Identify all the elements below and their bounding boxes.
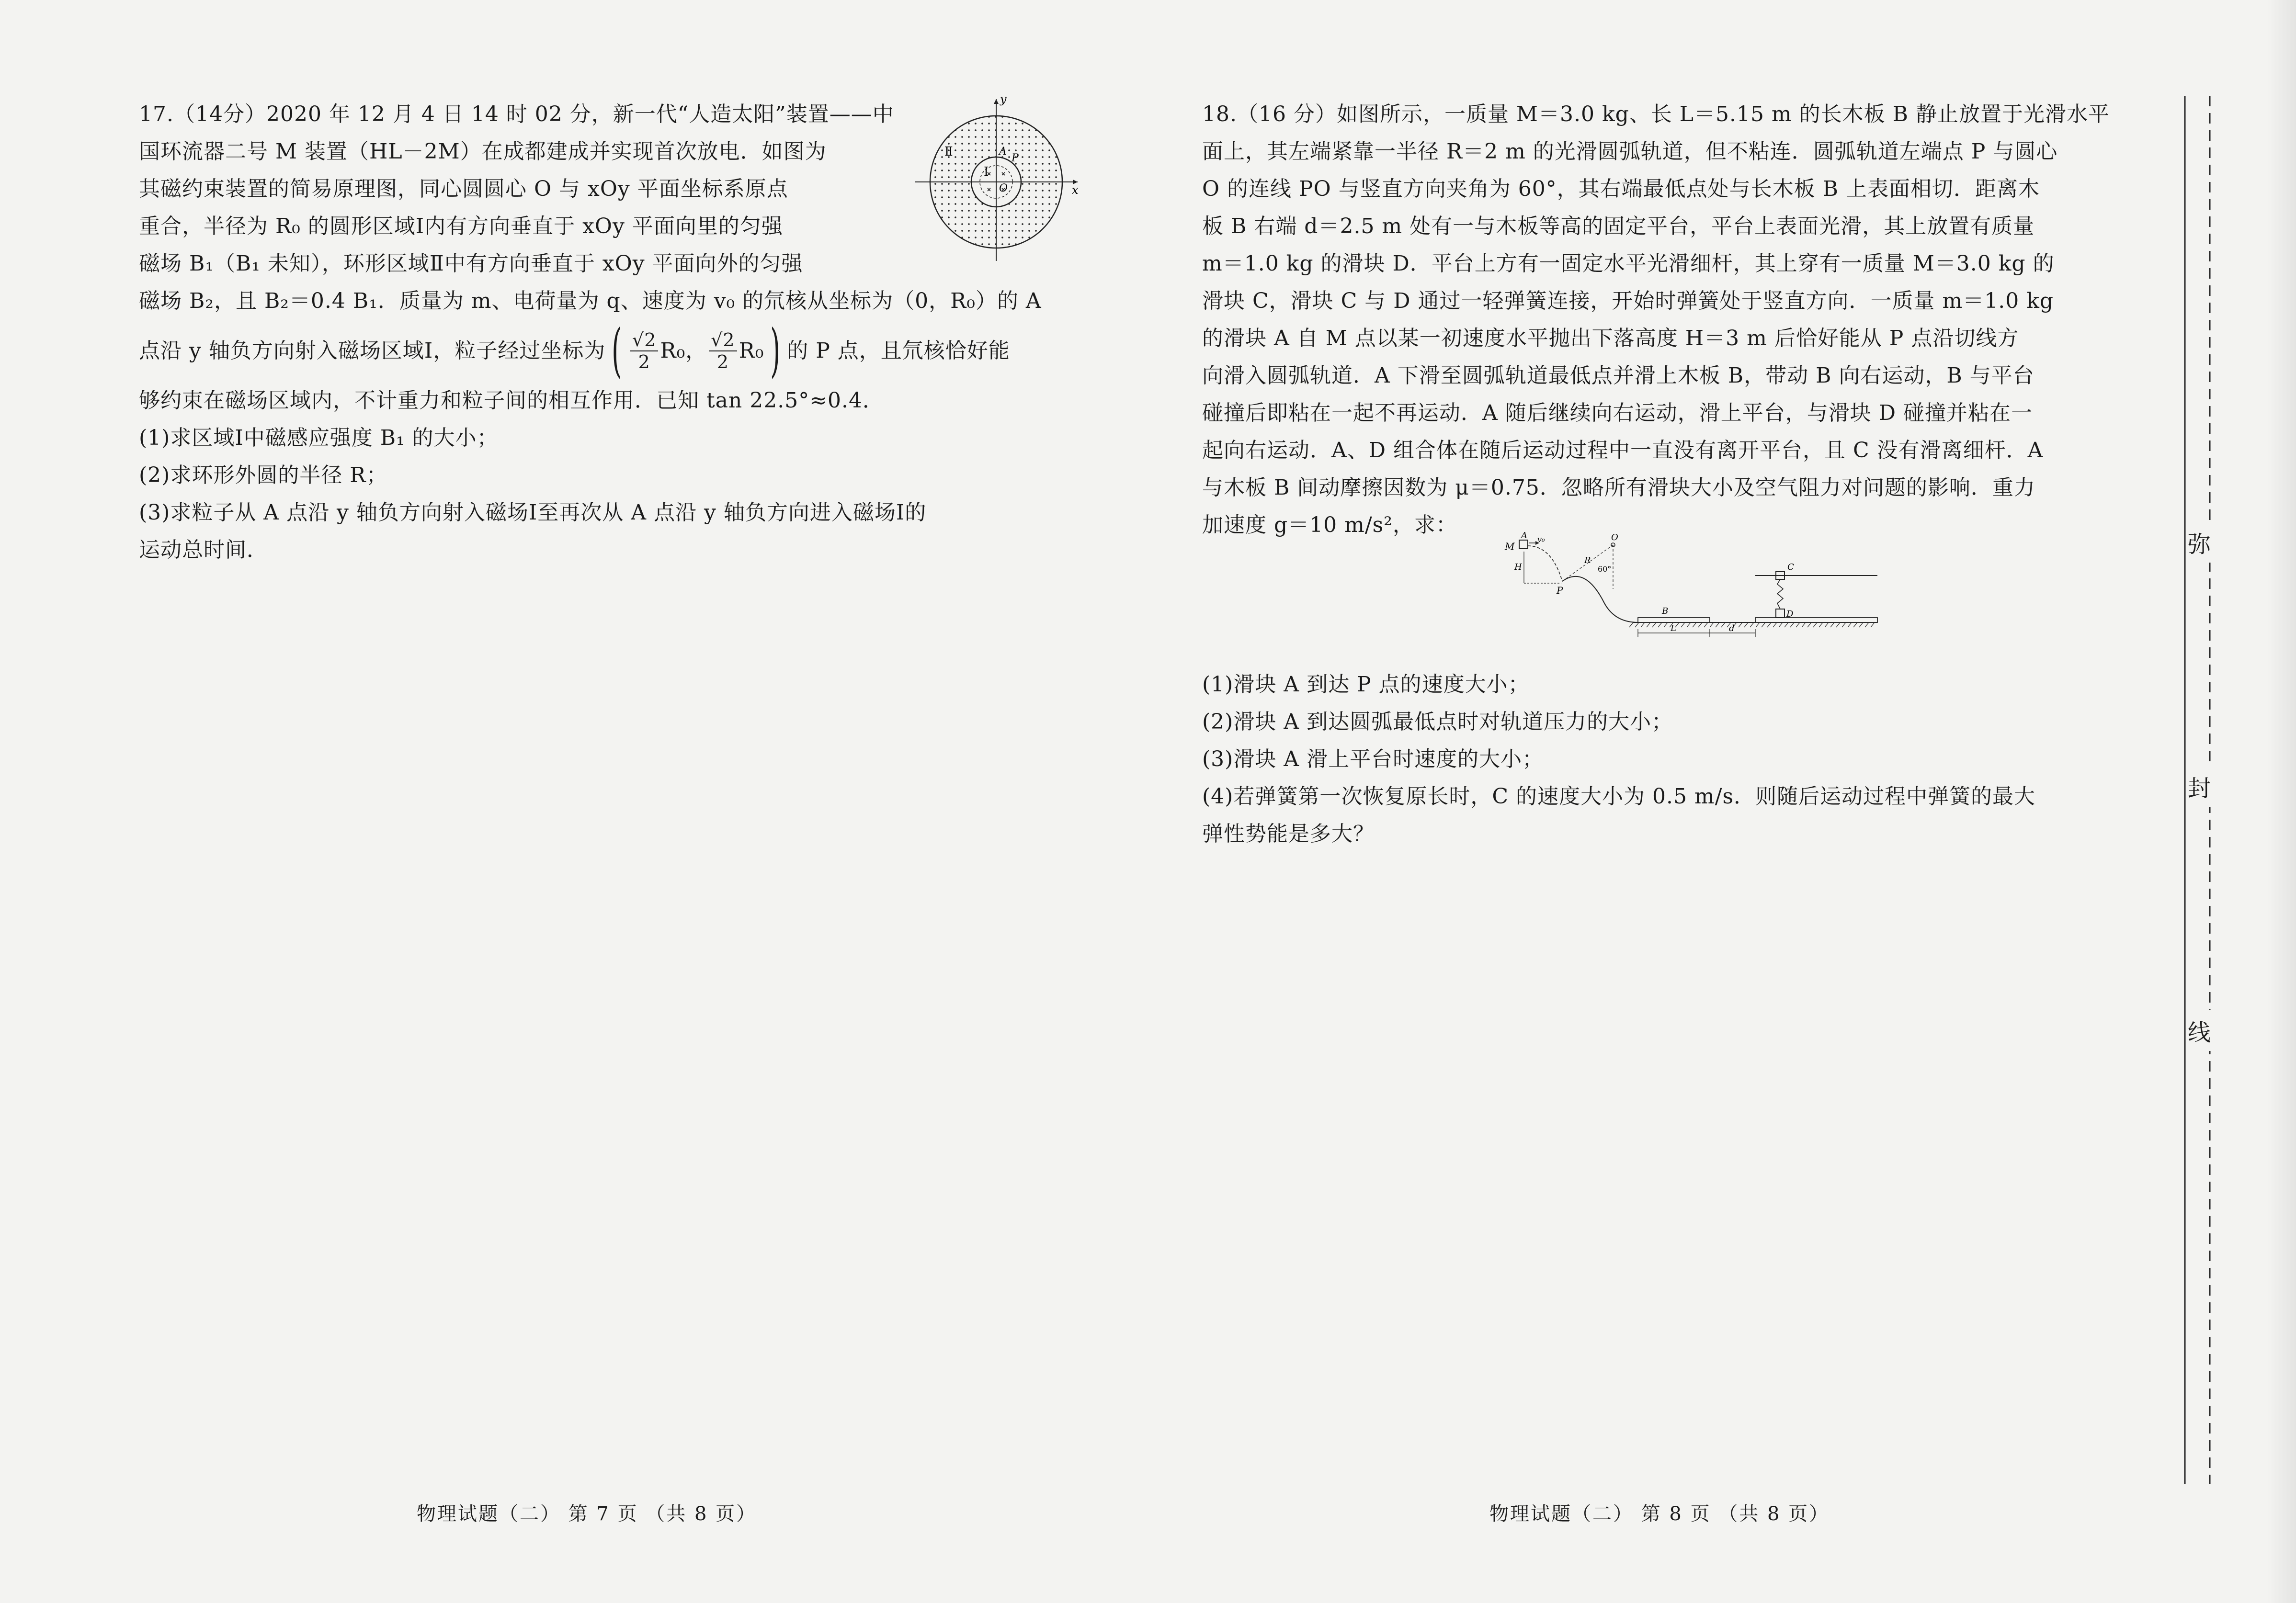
point-p-label: P (1012, 152, 1019, 164)
origin-label: O (999, 182, 1008, 194)
spring (1777, 579, 1783, 609)
q17-frac-suffix: 的 P 点，且氘核恰好能 (787, 339, 1010, 363)
q17-line-8: 够约束在磁场区域内，不计重力和粒子间的相互作用．已知 tan 22.5°≈0.4． (139, 388, 885, 413)
fraction-2-numerator: √2 (709, 329, 737, 351)
footer-page-7: 物理试题（二） 第 7 页 （共 8 页） (417, 1503, 757, 1525)
page-edge-shade (2267, 0, 2296, 1603)
q18-sub-5: 弹性势能是多大？ (1202, 822, 1375, 846)
q17-line-7 (139, 317, 1082, 384)
label-m: M (1505, 541, 1515, 552)
question-18 (1202, 96, 2146, 853)
fraction-1-numerator: √2 (630, 329, 658, 351)
right-paren: ) (770, 317, 781, 384)
fraction-1 (630, 329, 658, 373)
q18-line-11: 与木板 B 间动摩擦因数为 μ＝0.75．忽略所有滑块大小及空气阻力对问题的影响．重力 (1202, 475, 2035, 500)
fraction-1-denominator: 2 (638, 351, 650, 373)
fraction-2-r: R₀ (739, 339, 764, 363)
q18-sub-4: (4)若弹簧第一次恢复原长时，C 的速度大小为 0.5 m/s．则随后运动过程中弹簧的最大 (1202, 784, 2036, 809)
footer-page-8: 物理试题（二） 第 8 页 （共 8 页） (1489, 1503, 1830, 1525)
board-b (1638, 618, 1710, 622)
q18-line-1: 18.（16 分）如图所示，一质量 M＝3.0 kg、长 L＝5.15 m 的长木板 B 静止放置于光滑水平 (1202, 102, 2110, 126)
magnetic-field-diagram (905, 93, 1087, 266)
y-axis-arrow-icon (994, 99, 999, 104)
q18-sub-3: (3)滑块 A 滑上平台时速度的大小； (1202, 747, 1544, 771)
q18-line-7: 的滑块 A 自 M 点以某一初速度水平抛出下落高度 H＝3 m 后恰好能从 P 点沿切线方 (1202, 326, 2019, 350)
q18-line-9: 碰撞后即粘在一起不再运动．A 随后继续向右运动，滑上平台，与滑块 D 碰撞并粘在一 (1202, 401, 2033, 425)
q18-line-10: 起向右运动．A、D 组合体在随后运动过程中一直没有离开平台，且 C 没有滑离细杆．A (1202, 438, 2044, 463)
track-diagram (1489, 531, 1887, 642)
region-2-label: Ⅱ (944, 145, 953, 159)
q17-line-3: 其磁约束装置的简易原理图，同心圆圆心 O 与 xOy 平面坐标系原点 (139, 177, 788, 201)
block-d-icon (1776, 609, 1785, 618)
label-c: C (1787, 562, 1794, 572)
label-r: R (1584, 555, 1591, 565)
left-paren: ( (612, 317, 622, 384)
label-b: B (1662, 606, 1669, 616)
label-60: 60° (1598, 564, 1612, 574)
label-d: d (1729, 623, 1735, 633)
q17-line-2: 国环流器二号 M 装置（HL－2M）在成都建成并实现首次放电．如图为 (139, 139, 827, 164)
q17-line-1: 17.（14分）2020 年 12 月 4 日 14 时 02 分，新一代“人造太阳”装置——中 (139, 102, 894, 126)
label-h: H (1514, 562, 1522, 572)
q18-line-6: 滑块 C，滑块 C 与 D 通过一轻弹簧连接，开始时弹簧处于竖直方向．一质量 m＝1.0 kg (1202, 289, 2054, 313)
q18-sub-1: (1)滑块 A 到达 P 点的速度大小； (1202, 672, 1530, 697)
projectile-path (1528, 546, 1562, 581)
label-o: O (1611, 532, 1618, 542)
binding-char-1: 弥 (2188, 522, 2211, 563)
q18-line-12: 加速度 g＝10 m/s²，求： (1202, 513, 1457, 537)
binding-char-2: 封 (2188, 766, 2211, 807)
label-p: P (1557, 585, 1563, 596)
label-l: L (1671, 623, 1676, 633)
q17-sub-1: (1)求区域Ⅰ中磁感应强度 B₁ 的大小； (139, 426, 499, 450)
q18-line-8: 向滑入圆弧轨道．A 下滑至圆弧轨道最低点并滑上木板 B，带动 B 向右运动，B 与平台 (1202, 363, 2035, 388)
q18-sub-2: (2)滑块 A 到达圆弧最低点时对轨道压力的大小； (1202, 710, 1673, 734)
arc-track (1562, 576, 1638, 622)
q17-frac-prefix: 点沿 y 轴负方向射入磁场区域Ⅰ，粒子经过坐标为 (139, 339, 606, 363)
label-d-block: D (1786, 609, 1794, 619)
fraction-2-denominator: 2 (716, 351, 729, 373)
q17-line-4: 重合，半径为 R₀ 的圆形区域Ⅰ内有方向垂直于 xOy 平面向里的匀强 (139, 214, 783, 238)
binding-strip (2174, 96, 2227, 1484)
y-axis-label: y (1000, 93, 1007, 106)
label-v0: v₀ (1537, 535, 1545, 544)
q17-sub-2: (2)求环形外圆的半径 R； (139, 463, 388, 487)
q18-line-3: O 的连线 PO 与竖直方向夹角为 60°，其右端最低点处与长木板 B 上表面相切．距离木 (1202, 177, 2040, 201)
q18-line-5: m＝1.0 kg 的滑块 D．平台上方有一固定水平光滑细杆，其上穿有一质量 M＝3.0 kg 的 (1202, 251, 2055, 276)
x-axis-label: x (1072, 183, 1079, 197)
block-a-icon (1519, 540, 1528, 549)
ground-hatching (1629, 622, 1875, 627)
fraction-2 (709, 329, 737, 373)
q17-line-5: 磁场 B₁（B₁ 未知），环形区域Ⅱ中有方向垂直于 xOy 平面向外的匀强 (139, 251, 803, 276)
fraction-1-r: R₀ (660, 339, 686, 363)
point-a-label: A (999, 146, 1007, 158)
q18-line-2: 面上，其左端紧靠一半径 R＝2 m 的光滑圆弧轨道，但不粘连．圆弧轨道左端点 P 与圆心 (1202, 139, 2058, 164)
q18-line-4: 板 B 右端 d＝2.5 m 处有一与木板等高的固定平台，平台上表面光滑，其上放置有质量 (1202, 214, 2035, 238)
binding-char-3: 线 (2188, 1010, 2211, 1051)
fraction-comma: ， (685, 339, 707, 363)
q17-sub-4: 运动总时间． (139, 538, 268, 562)
platform (1755, 618, 1877, 622)
q17-line-6: 磁场 B₂，且 B₂＝0.4 B₁．质量为 m、电荷量为 q、速度为 v₀ 的氘核从坐标为（0，R₀）的 A (139, 289, 1042, 313)
q17-sub-3: (3)求粒子从 A 点沿 y 轴负方向射入磁场Ⅰ至再次从 A 点沿 y 轴负方向进入磁场Ⅰ的 (139, 500, 927, 525)
label-a: A (1521, 531, 1527, 541)
region-1-label: Ⅰ (984, 165, 989, 179)
